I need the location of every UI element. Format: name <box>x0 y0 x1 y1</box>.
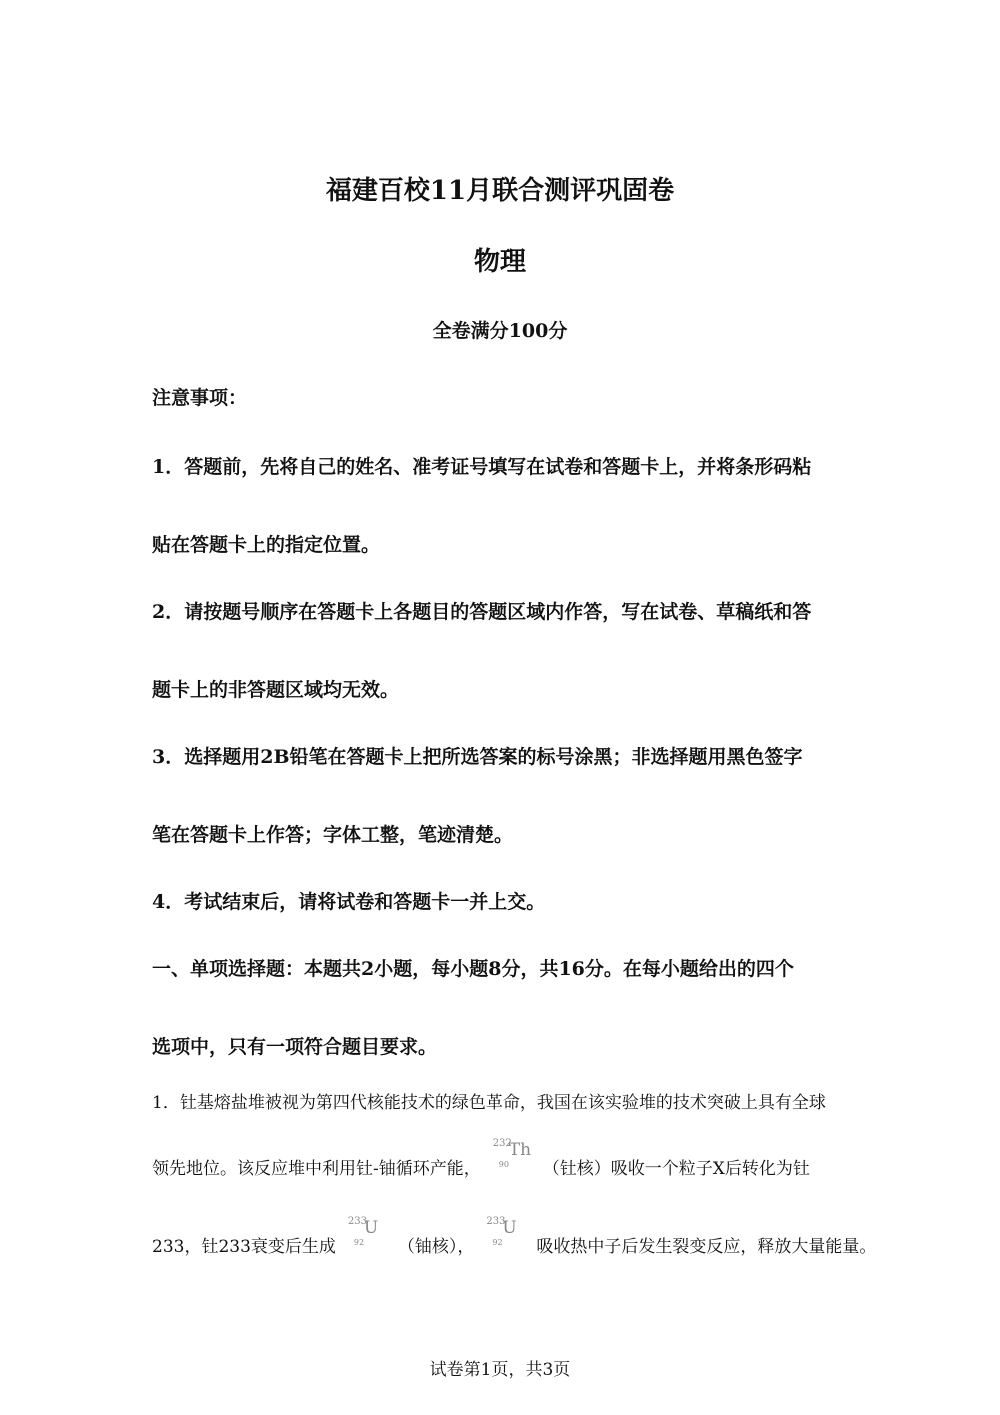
u-mass-number-b: 233 <box>486 1216 506 1227</box>
notice-item-1-line-1: 1．答题前，先将自己的姓名、准考证号填写在试卷和答题卡上，并将条形码粘 <box>152 456 812 478</box>
notice-item-2-line-1: 2．请按题号顺序在答题卡上各题目的答题区域内作答，写在试卷、草稿纸和答 <box>152 601 812 623</box>
question-1-line-1: 1．钍基熔盐堆被视为第四代核能技术的绿色革命，我国在该实验堆的技术突破上具有全球 <box>152 1093 826 1113</box>
full-score: 全卷满分100分 <box>432 320 568 342</box>
notice-item-2-line-2: 题卡上的非答题区域均无效。 <box>152 679 400 701</box>
th-mass-number: 232 <box>492 1138 512 1149</box>
uranium-233-nuclide-a <box>347 1216 390 1254</box>
thorium-232-nuclide <box>492 1138 535 1176</box>
question-1-line-2 <box>152 1138 810 1179</box>
section-heading-line-1: 一、单项选择题：本题共2小题，每小题8分，共16分。在每小题给出的四个 <box>152 958 794 980</box>
paper-title: 福建百校11月联合测评巩固卷 <box>325 176 675 206</box>
notice-item-1-line-2: 贴在答题卡上的指定位置。 <box>152 534 381 556</box>
question-1-line-3-text-b: （铀核）， <box>397 1237 475 1257</box>
u-mass-number-a: 233 <box>347 1216 367 1227</box>
question-1-line-3-text-c: 吸收热中子后发生裂变反应，释放大量能量。 <box>536 1237 877 1257</box>
th-symbol: Th <box>508 1140 532 1160</box>
uranium-233-nuclide-b <box>486 1216 528 1254</box>
notice-item-4: 4．考试结束后，请将试卷和答题卡一并上交。 <box>152 891 546 913</box>
subject-title: 物理 <box>473 247 526 277</box>
u-symbol-b: U <box>502 1218 517 1238</box>
u-atomic-number-b: 92 <box>492 1238 503 1247</box>
page-footer: 试卷第1页，共3页 <box>429 1360 571 1380</box>
section-heading-line-2: 选项中，只有一项符合题目要求。 <box>152 1036 438 1058</box>
question-1-line-2-text-a: 领先地位。该反应堆中利用钍-铀循环产能， <box>152 1159 481 1179</box>
u-atomic-number-a: 92 <box>353 1238 365 1247</box>
question-1-line-2-text-b: （钍核）吸收一个粒子X后转化为钍 <box>542 1159 810 1179</box>
question-1-line-3 <box>152 1216 877 1257</box>
u-symbol-a: U <box>363 1218 379 1238</box>
notice-item-3-line-2: 笔在答题卡上作答；字体工整，笔迹清楚。 <box>152 824 514 846</box>
notice-heading: 注意事项： <box>152 387 248 409</box>
notice-item-3-line-1: 3．选择题用2B铅笔在答题卡上把所选答案的标号涂黑；非选择题用黑色签字 <box>152 746 803 768</box>
question-1-line-3-text-a: 233，钍233衰变后生成 <box>152 1237 336 1257</box>
th-atomic-number: 90 <box>498 1160 509 1169</box>
